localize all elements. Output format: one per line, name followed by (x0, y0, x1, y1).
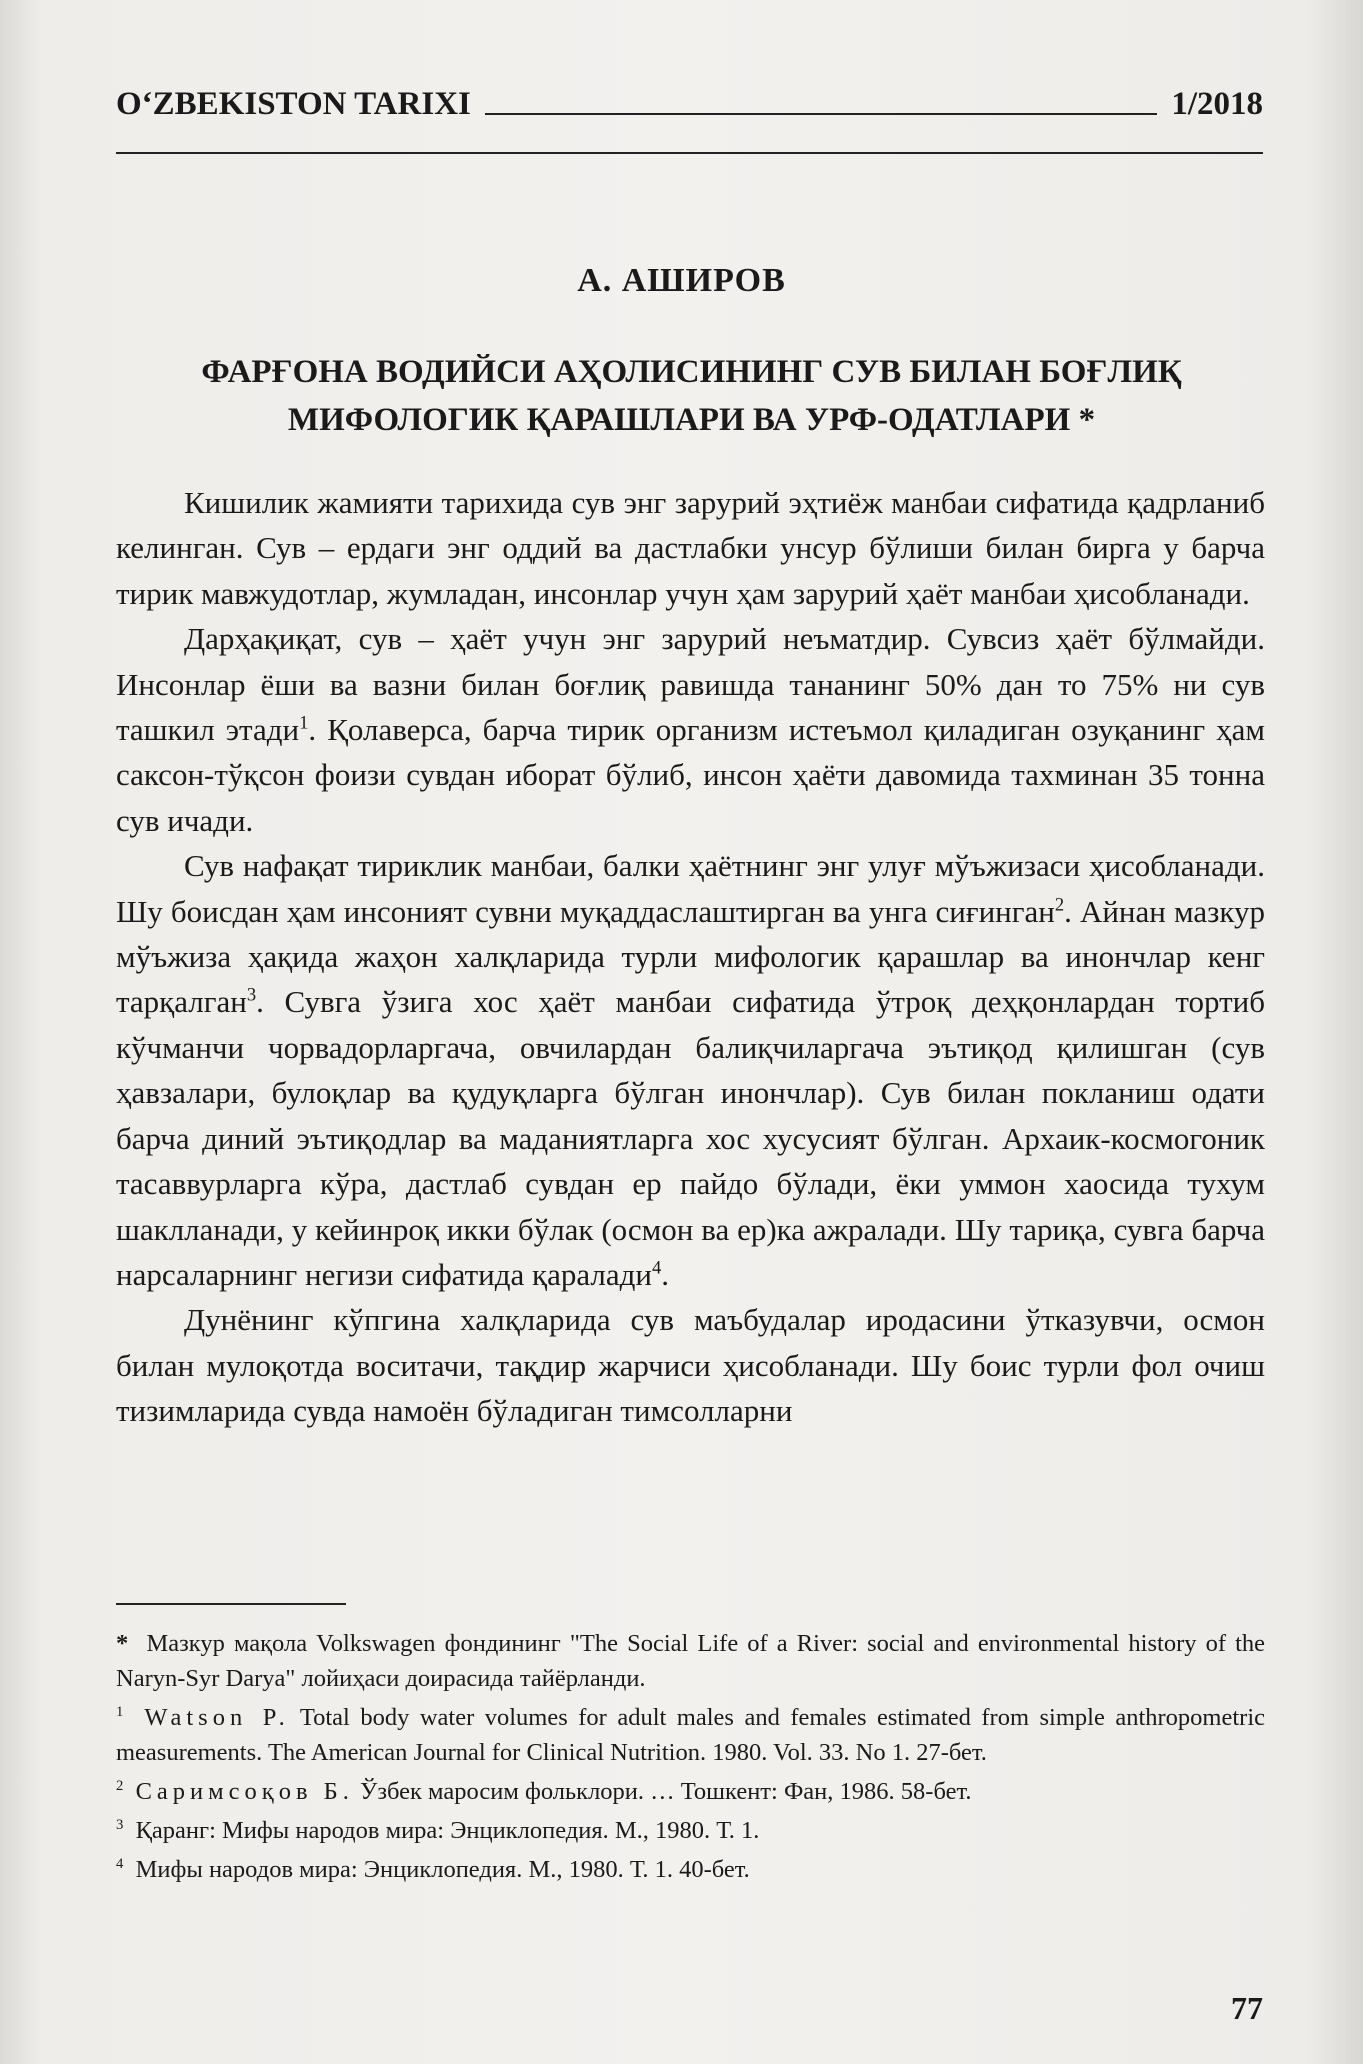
title-footnote-mark: * (1078, 402, 1096, 438)
paragraph-4: Дунёнинг кўпгина халқларида сув маъбудалар иродасини ўтказувчи, осмон билан мулоқотда воситачи, тақдир жарчиси ҳисобланади. Шу боис турли фол очиш тизимларида сувда намоён бўладиган тимсолларни (116, 1302, 1265, 1429)
header-divider (116, 152, 1263, 154)
footnote-1: $^1$ Watson P. Total body water volumes for adult males and females estimated from simple anthropometric measurements. The American Journal for Clinical Nutrition. 1980. Vol. 33. No 1. 27-бет. (116, 1703, 1266, 1766)
header-rule (485, 113, 1157, 115)
page-number: 77 (1231, 1990, 1263, 2026)
footnote-2: $^2$ Саримсоқов Б. Ўзбек маросим фольклори. … Тошкент: Фан, 1986. 58-бет. (116, 1777, 972, 1805)
title-line-2: МИФОЛОГИК ҚАРАШЛАРИ ВА УРФ-ОДАТЛАРИ * (287, 402, 1096, 438)
journal-name: O‘ZBEKISTON TARIXI (116, 86, 471, 122)
footnote-4: $^4$ Мифы народов мира: Энциклопедия. М., 1980. Т. 1. 40-бет. (116, 1855, 750, 1883)
issue-number: 1/2018 (1171, 86, 1263, 122)
running-head (116, 86, 1263, 123)
footnote-ref[interactable]: 2 (1054, 894, 1065, 916)
paragraph-3: Сув нафақат тириклик манбаи, балки ҳаётнинг энг улуғ мўъжизаси ҳисобланади. Шу боисдан ҳам инсоният сувни муқаддаслаштирган ва унга сиғинган$^2$. Айнан мазкур мўъжиза ҳақида жаҳон халқларида турли мифологик қарашлар ва инончлар кенг тарқалган$^3$. Сувга ўзига хос ҳаёт манбаи сифатида ўтроқ деҳқонлардан тортиб кўчманчи чорвадорларгача, овчилардан балиқчиларгача эътиқод қилишган (сув ҳавзалари, булоқлар ва қудуқларга бўлган инончлар). Сув билан покланиш одати барча диний эътиқодлар ва маданиятларга хос хусусият бўлган. Архаик-космогоник тасаввурларга кўра, дастлаб сувдан ер пайдо бўлади, ёки уммон хаосида тухум шаклланади, у кейинроқ икки бўлак (осмон ва ер)ка ажралади. Шу тариқа, сувга барча нарсаларнинг негизи сифатида қаралади$^4$. (116, 848, 1265, 1292)
footnote-3: $^3$ Қаранг: Мифы народов мира: Энциклопедия. М., 1980. Т. 1. (116, 1816, 760, 1844)
article-title (150, 348, 1233, 444)
article-author: А. АШИРОВ (577, 262, 786, 299)
footnote-ref[interactable]: 1 (299, 712, 309, 734)
footnote-divider (116, 1603, 346, 1605)
footnote-star: * Мазкур мақола Volkswagen фондининг "The Social Life of a River: social and environmental history of the Naryn-Syr Darya" лойиҳаси доирасида тайёрланди. (116, 1630, 1266, 1692)
footnote-ref[interactable]: 4 (651, 1257, 662, 1279)
footnote-ref[interactable]: 3 (246, 985, 257, 1007)
paragraph-2: Дарҳақиқат, сув – ҳаёт учун энг зарурий неъматдир. Сувсиз ҳаёт бўлмайди. Инсонлар ёши ва вазни билан боғлиқ равишда тананинг 50% дан то 75% ни сув ташкил этади$^1$. Қолаверса, барча тирик организм истеъмол қиладиган озуқанинг ҳам саксон-тўқсон фоизи сувдан иборат бўлиб, инсон ҳаёти давомида тахминан 35 тонна сув ичади. (116, 621, 1266, 838)
article-body (116, 480, 1265, 1434)
title-line-1: ФАРҒОНА ВОДИЙСИ АҲОЛИСИНИНГ СУВ БИЛАН БОҒЛИҚ (201, 354, 1182, 390)
paragraph-1: Кишилик жамияти тарихида сув энг зарурий эҳтиёж манбаи сифатида қадрланиб келинган. Сув – ердаги энг оддий ва дастлабки унсур бўлиши билан бирга у барча тирик мавжудотлар, жумладан, инсонлар учун ҳам зарурий ҳаёт манбаи ҳисобланади. (116, 485, 1265, 611)
footnotes (116, 1626, 1265, 1891)
